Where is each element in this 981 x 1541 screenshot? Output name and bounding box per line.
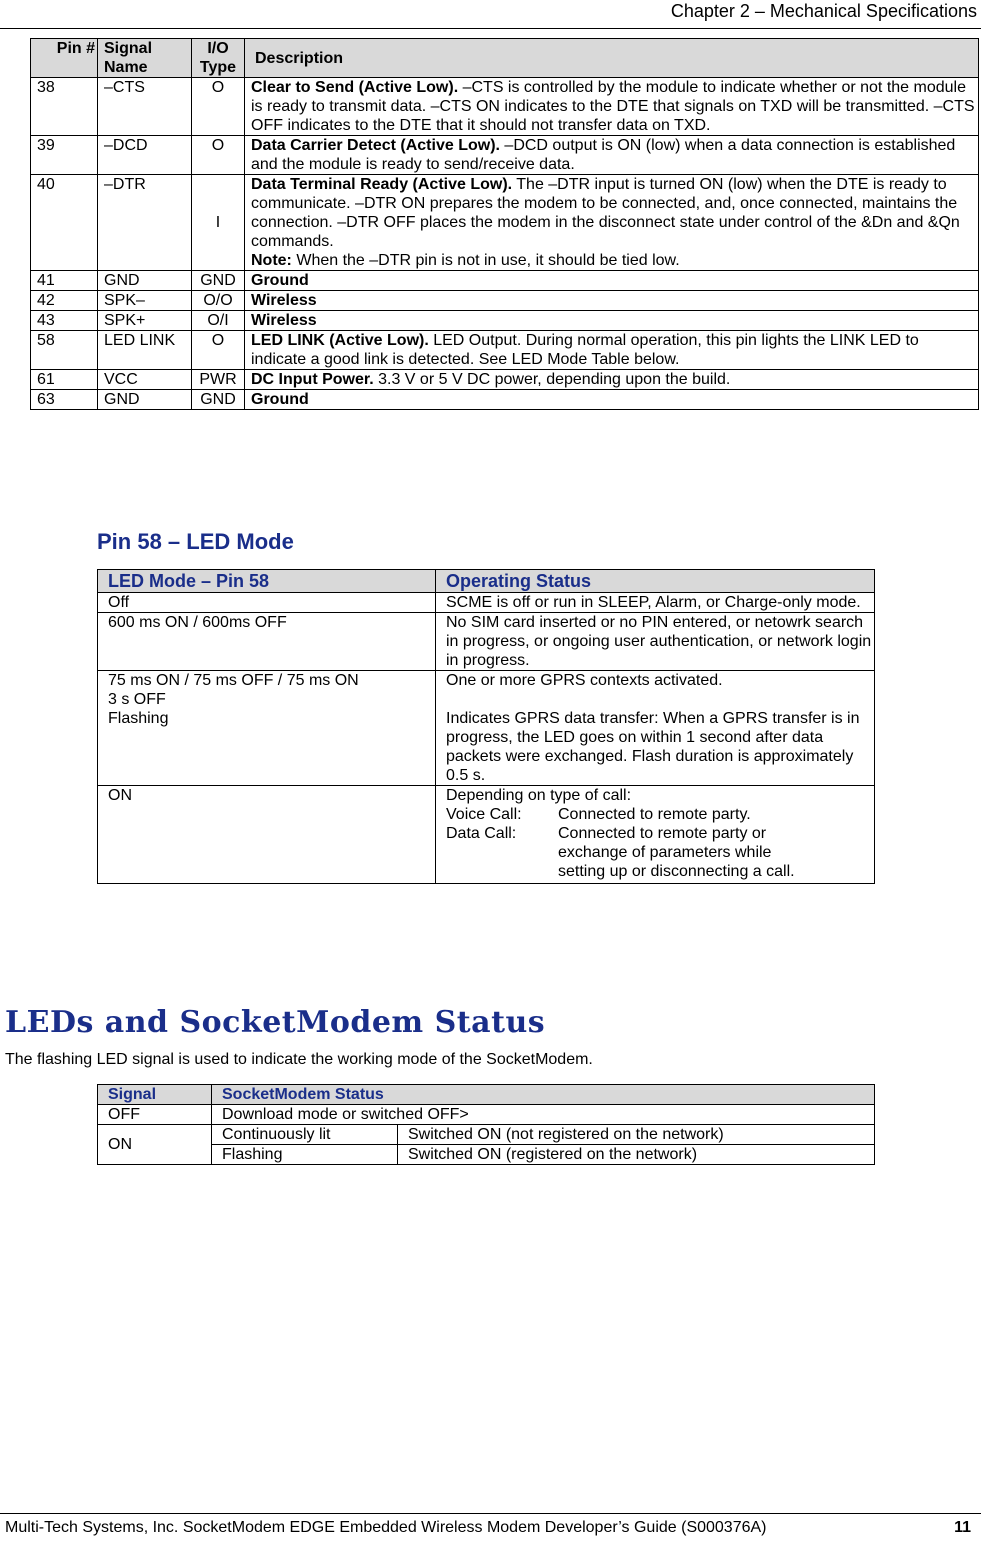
table-row — [98, 1125, 875, 1145]
status-line: Depending on type of call: — [446, 787, 632, 804]
call-description: Connected to remote party. — [558, 806, 751, 823]
led-mode-cell: ON — [98, 786, 436, 884]
mode-cell: Continuously lit — [212, 1125, 398, 1145]
signal-name: –CTS — [98, 78, 192, 136]
pin-description — [245, 291, 979, 311]
io-header: I/O Type — [192, 39, 245, 78]
description-title: LED LINK (Active Low). — [251, 332, 429, 349]
description-title: Ground — [251, 391, 309, 408]
status-table-header — [98, 1085, 875, 1105]
io-type: I — [192, 175, 245, 271]
pin-number: 40 — [31, 175, 98, 271]
pin-description — [245, 370, 979, 390]
led-mode-line: 600 ms ON / 600ms OFF — [108, 614, 287, 631]
table-row — [98, 593, 875, 613]
description-text: The –DTR input is turned ON (low) when the DTE is ready to communicate. –DTR ON prepares the modem to be connected, and, once connected, maintains the connection. –DTR OFF places the modem in the disconnect state under control of the &Dn and &Qn commands. — [251, 176, 960, 250]
table-row — [31, 311, 979, 331]
pin-table-header — [31, 39, 979, 78]
signal-name: –DCD — [98, 136, 192, 175]
io-type: O — [192, 331, 245, 370]
io-type: GND — [192, 390, 245, 410]
led-mode-cell — [98, 613, 436, 671]
status-line: Indicates GPRS data transfer: When a GPRS transfer is in progress, the LED goes on within 1 second after data packets were exchanged. Flash duration is approximately 0.5 s. — [446, 710, 860, 784]
description-title: Wireless — [251, 312, 317, 329]
operating-status-header: Operating Status — [436, 570, 875, 593]
operating-status-cell — [436, 671, 875, 786]
table-row — [31, 331, 979, 370]
table-row — [31, 175, 979, 271]
pin-table — [30, 38, 979, 410]
pin-description — [245, 271, 979, 291]
pin-description — [245, 78, 979, 136]
table-row — [31, 370, 979, 390]
signal-cell: ON — [98, 1125, 212, 1165]
table-row — [31, 271, 979, 291]
signal-name: SPK+ — [98, 311, 192, 331]
signal-name: GND — [98, 271, 192, 291]
io-type: PWR — [192, 370, 245, 390]
page-footer — [5, 1519, 977, 1537]
description-text: –CTS is controlled by the module to indicate whether or not the module is ready to transmit data. –CTS ON indicates to the DTE that signals on TXD will be transmitted. –CTS OFF indicates to the DTE that it should not transfer data on TXD. — [251, 79, 975, 134]
pin-number: 43 — [31, 311, 98, 331]
signal-name: SPK– — [98, 291, 192, 311]
io-type: O — [192, 78, 245, 136]
status-cell: Switched ON (not registered on the network) — [398, 1125, 875, 1145]
operating-status-cell — [436, 613, 875, 671]
leds-status-heading: LEDs and SocketModem Status — [5, 1005, 546, 1040]
table-row — [98, 1145, 875, 1165]
description-text: –DCD output is ON (low) when a data connection is established and the module is ready to send/receive data. — [251, 137, 956, 173]
page-number: 11 — [954, 1519, 971, 1536]
led-mode-cell — [98, 593, 436, 613]
io-type: O/I — [192, 311, 245, 331]
footer-rule — [0, 1513, 981, 1514]
signal-header: Signal Name — [98, 39, 192, 78]
operating-status-cell — [436, 593, 875, 613]
led-table-header — [98, 570, 875, 593]
pin-number: 61 — [31, 370, 98, 390]
voice-call-row — [446, 805, 874, 824]
description-text: 3.3 V or 5 V DC power, depending upon the build. — [373, 371, 731, 388]
header-rule — [0, 28, 981, 29]
mode-cell: Flashing — [212, 1145, 398, 1165]
signal-name: GND — [98, 390, 192, 410]
led-mode-title: Pin 58 – LED Mode — [97, 529, 294, 554]
signal-header: Signal — [98, 1085, 212, 1105]
pin-description — [245, 331, 979, 370]
table-row — [31, 390, 979, 410]
note-label: Note: — [251, 252, 292, 269]
pin-description — [245, 311, 979, 331]
pin-header: Pin # — [31, 39, 98, 78]
status-intro: The flashing LED signal is used to indicate the working mode of the SocketModem. — [5, 1051, 593, 1068]
description-title: Ground — [251, 272, 309, 289]
led-mode-line: Off — [108, 594, 130, 611]
io-type: GND — [192, 271, 245, 291]
pin-number: 38 — [31, 78, 98, 136]
table-row — [98, 1105, 875, 1125]
pin-number: 58 — [31, 331, 98, 370]
description-text: LED Output. During normal operation, this pin lights the LINK LED to indicate a good link is detected. See LED Mode Table below. — [251, 332, 919, 368]
signal-name: LED LINK — [98, 331, 192, 370]
data-call-row — [446, 824, 874, 881]
status-line: No SIM card inserted or no PIN entered, or netowrk search in progress, or ongoing user authentication, or network login in progress. — [446, 614, 872, 669]
call-type-label: Data Call: — [446, 825, 517, 842]
pin-number: 63 — [31, 390, 98, 410]
socketmodem-status-header: SocketModem Status — [212, 1085, 875, 1105]
status-cell: Switched ON (registered on the network) — [398, 1145, 875, 1165]
note-text: When the –DTR pin is not in use, it should be tied low. — [291, 252, 680, 269]
status-spacer — [446, 690, 874, 709]
led-mode-header: LED Mode – Pin 58 — [98, 570, 436, 593]
led-mode-line: Flashing — [108, 710, 169, 727]
table-row — [31, 78, 979, 136]
description-title: Clear to Send (Active Low). — [251, 79, 459, 96]
led-mode-table — [97, 569, 875, 884]
io-type: O — [192, 136, 245, 175]
call-type-label: Voice Call: — [446, 806, 522, 823]
footer-text: Multi-Tech Systems, Inc. SocketModem EDGE Embedded Wireless Modem Developer’s Guide (S000376A) — [5, 1519, 767, 1536]
signal-cell: OFF — [98, 1105, 212, 1125]
call-description: Connected to remote party or exchange of parameters while setting up or disconnecting a call. — [558, 825, 795, 880]
status-line: SCME is off or run in SLEEP, Alarm, or Charge-only mode. — [446, 594, 861, 611]
table-row — [98, 671, 875, 786]
led-mode-line: 75 ms ON / 75 ms OFF / 75 ms ON — [108, 672, 359, 689]
led-mode-line: 3 s OFF — [108, 691, 166, 708]
chapter-header: Chapter 2 – Mechanical Specifications — [670, 1, 977, 21]
description-header: Description — [245, 39, 979, 78]
table-row — [31, 291, 979, 311]
pin-description — [245, 175, 979, 271]
description-title: DC Input Power. — [251, 371, 374, 388]
status-line: One or more GPRS contexts activated. — [446, 672, 723, 689]
table-row — [98, 786, 875, 884]
led-mode-cell — [98, 671, 436, 786]
signal-name: –DTR — [98, 175, 192, 271]
signal-name: VCC — [98, 370, 192, 390]
description-title: Wireless — [251, 292, 317, 309]
operating-status-cell — [436, 786, 875, 884]
description-title: Data Terminal Ready (Active Low). — [251, 176, 513, 193]
status-cell: Download mode or switched OFF> — [212, 1105, 875, 1125]
pin-number: 41 — [31, 271, 98, 291]
pin-number: 39 — [31, 136, 98, 175]
io-type: O/O — [192, 291, 245, 311]
description-title: Data Carrier Detect (Active Low). — [251, 137, 500, 154]
table-row — [98, 613, 875, 671]
table-row — [31, 136, 979, 175]
socketmodem-status-table — [97, 1084, 875, 1165]
pin-number: 42 — [31, 291, 98, 311]
pin-description — [245, 136, 979, 175]
pin-description — [245, 390, 979, 410]
